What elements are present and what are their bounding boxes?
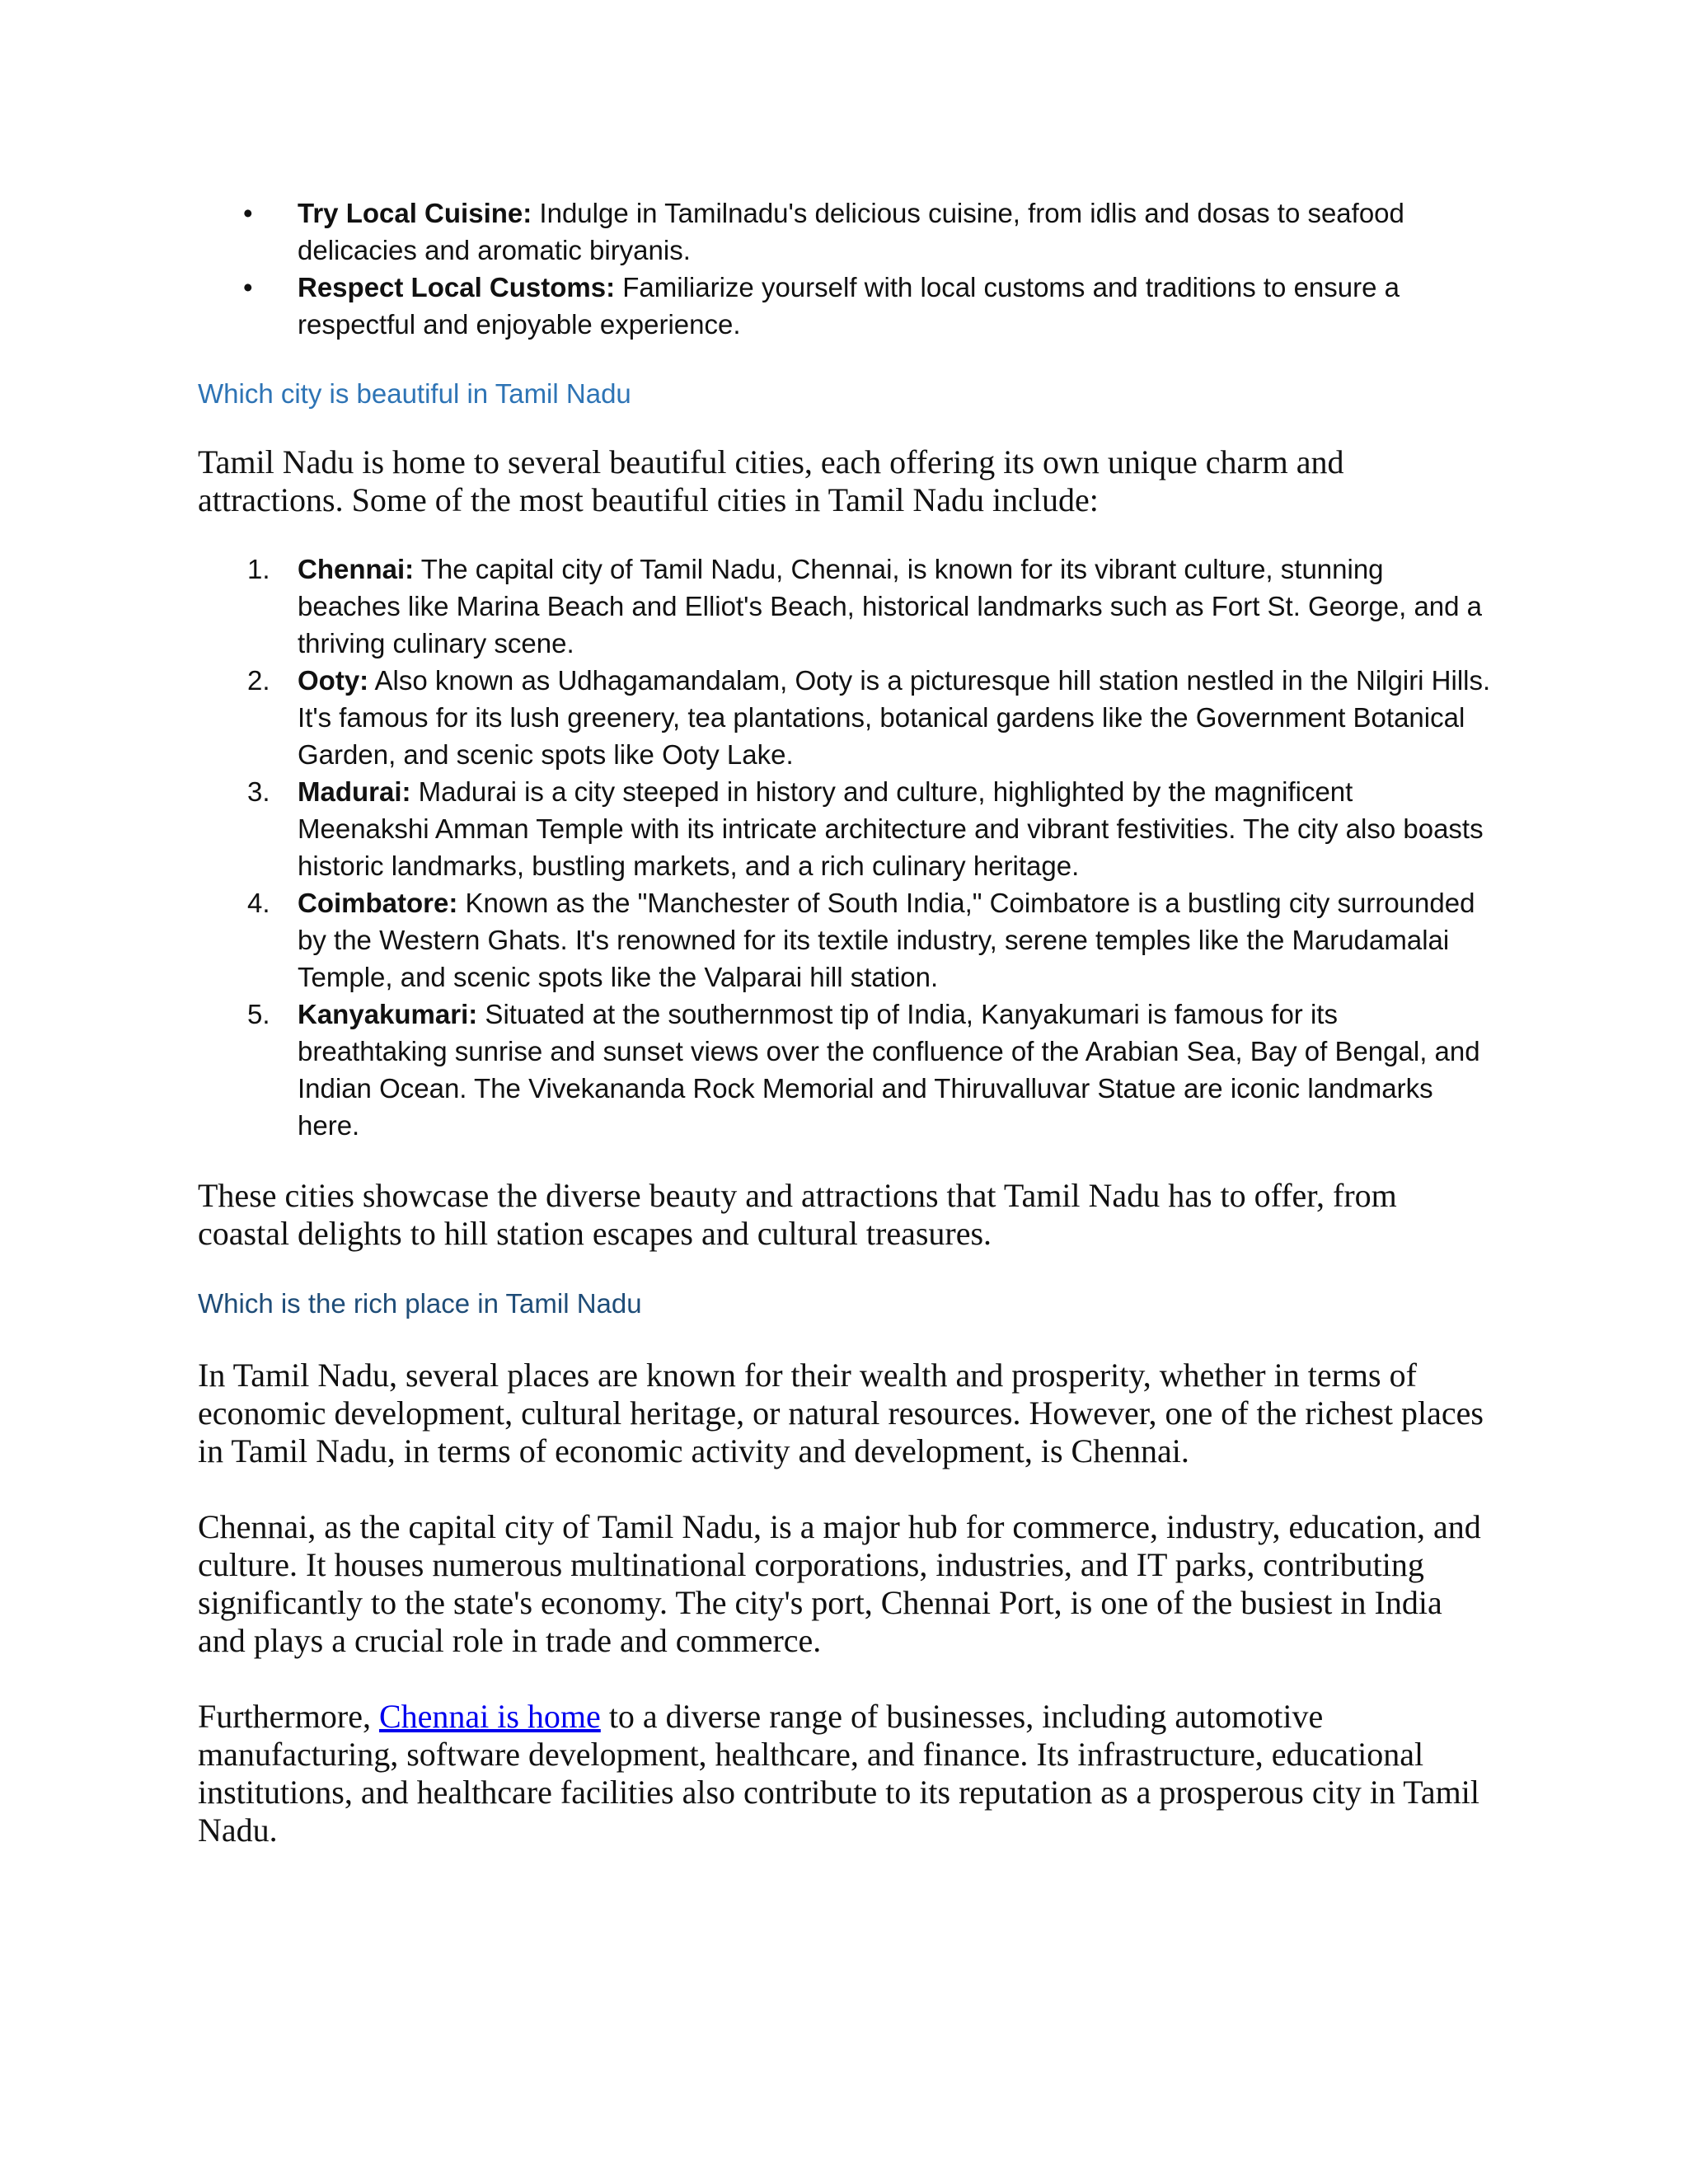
rich-place-paragraph-2: Chennai, as the capital city of Tamil Nadu, is a major hub for commerce, industry, education, and culture. It houses numerous multinational corporations, industries, and IT parks, contributing significantly to the state's economy. The city's port, Chennai Port, is one of the busiest in India and plays a crucial role in trade and commerce. — [198, 1508, 1481, 1659]
city-item-madurai — [198, 773, 1492, 884]
outro-paragraph: These cities showcase the diverse beauty and attractions that Tamil Nadu has to offer, from coastal delights to hill station escapes and cultural treasures. — [198, 1177, 1397, 1252]
tip-item — [198, 194, 1492, 269]
list-number: 4. — [247, 888, 270, 918]
city-description: The capital city of Tamil Nadu, Chennai, is known for its vibrant culture, stunning beaches like Marina Beach and Elliot's Beach, historical landmarks such as Fort St. George, and a thriving culinary scene. — [298, 554, 1483, 658]
document-page — [198, 194, 1492, 1849]
chennai-is-home-link[interactable]: Chennai is home — [378, 1698, 601, 1735]
cities-list — [198, 551, 1492, 1144]
intro-paragraph: Tamil Nadu is home to several beautiful cities, each offering its own unique charm and attractions. Some of the most beautiful cities in Tamil Nadu include: — [198, 443, 1344, 518]
tips-list — [198, 194, 1492, 343]
list-number: 2. — [247, 665, 270, 696]
rich-place-paragraph-3 — [198, 1698, 1492, 1849]
paragraph-text: Furthermore, — [198, 1698, 379, 1735]
section-heading-beautiful-city: Which city is beautiful in Tamil Nadu — [198, 378, 631, 409]
tip-item — [198, 269, 1492, 343]
list-number: 1. — [247, 554, 270, 584]
city-item-coimbatore — [198, 884, 1492, 996]
bullet-icon: • — [243, 272, 253, 302]
city-description: Situated at the southernmost tip of India, Kanyakumari is famous for its breathtaking sunrise and sunset views over the confluence of the Arabian Sea, Bay of Bengal, and Indian Ocean. The Vivekananda Rock Memorial and Thiruvalluvar Statue are iconic landmarks here. — [298, 999, 1480, 1141]
tip-term: Try Local Cuisine: — [298, 198, 532, 228]
city-name: Madurai: — [298, 776, 411, 807]
city-item-kanyakumari — [198, 996, 1492, 1144]
city-item-ooty — [198, 662, 1492, 773]
city-name: Ooty: — [298, 665, 369, 696]
tip-term: Respect Local Customs: — [298, 272, 616, 302]
city-description: Known as the "Manchester of South India," Coimbatore is a bustling city surrounded by the Western Ghats. It's renowned for its textile industry, serene temples like the Marudamalai Temple, and scenic spots like the Valparai hill station. — [298, 888, 1475, 992]
city-item-chennai — [198, 551, 1492, 662]
city-description: Madurai is a city steeped in history and culture, highlighted by the magnificent Meenakshi Amman Temple with its intricate architecture and vibrant festivities. The city also boasts historic landmarks, bustling markets, and a rich culinary heritage. — [298, 776, 1484, 881]
section-heading-rich-place: Which is the rich place in Tamil Nadu — [198, 1288, 642, 1319]
list-number: 5. — [247, 999, 270, 1029]
city-name: Chennai: — [298, 554, 415, 584]
tip-text: Familiarize yourself with local customs and traditions to ensure a respectful and enjoyable experience. — [298, 272, 1400, 340]
paragraph-text: to a diverse range of businesses, including automotive manufacturing, software development, healthcare, and finance. Its infrastructure, educational institutions, and healthcare facilities also contribute to its reputation as a prosperous city in Tamil Nadu. — [198, 1698, 1479, 1849]
city-name: Coimbatore: — [298, 888, 458, 918]
list-number: 3. — [247, 776, 270, 807]
bullet-icon: • — [243, 198, 253, 228]
rich-place-paragraph-1: In Tamil Nadu, several places are known for their wealth and prosperity, whether in terms of economic development, cultural heritage, or natural resources. However, one of the richest places in Tamil Nadu, in terms of economic activity and development, is Chennai. — [198, 1357, 1484, 1469]
city-description: Also known as Udhagamandalam, Ooty is a picturesque hill station nestled in the Nilgiri Hills. It's famous for its lush greenery, tea plantations, botanical gardens like the Government Botanical Garden, and scenic spots like Ooty Lake. — [298, 665, 1491, 770]
tip-text: Indulge in Tamilnadu's delicious cuisine, from idlis and dosas to seafood delicacies and aromatic biryanis. — [298, 198, 1404, 265]
city-name: Kanyakumari: — [298, 999, 478, 1029]
